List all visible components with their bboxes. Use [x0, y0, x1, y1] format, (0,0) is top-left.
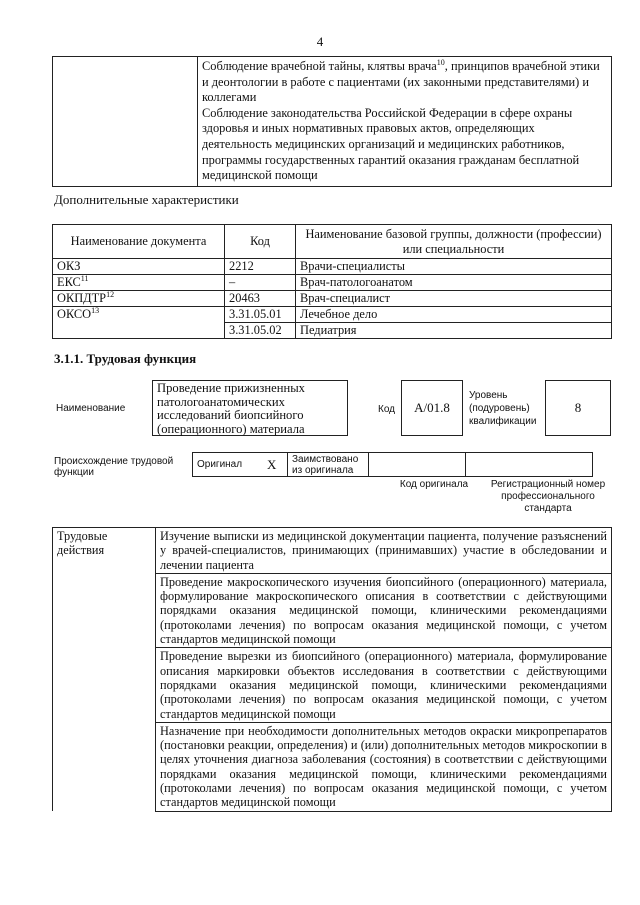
borrowed-label: Заимствовано из оригинала — [288, 453, 369, 477]
function-code-value: A/01.8 — [401, 380, 463, 436]
cell-doc: ОКСО$^{13}$ — [53, 307, 225, 339]
function-code-label: Код — [378, 404, 396, 415]
top-table-empty-cell — [53, 57, 198, 187]
cell-code: 3.31.05.02 — [225, 323, 296, 339]
function-name-value: Проведение прижизненных патологоанатомических исследований биопсийного (операционного) материала — [152, 380, 348, 436]
reg-number-caption: Регистрационный номер профессионального стандарта — [490, 479, 606, 514]
action-item: Назначение при необходимости дополнительных методов окраски микропрепаратов (постановки реакции, определения) и (или) дополнительных методов микроскопии в целях уточнения диагноза заболевания (состояния) в соответствии с действующими порядками оказания медицинской помощи, клиническими рекомендациями (протоколами лечения) по вопросам оказания медицинской помощи, с учетом стандартов медицинской помощи — [156, 722, 612, 811]
table-row — [53, 307, 612, 323]
qualification-level-value: 8 — [545, 380, 611, 436]
cell-name: Врач-специалист — [296, 291, 612, 307]
header-name: Наименование базовой группы, должности (профессии) или специальности — [296, 225, 612, 259]
section-heading: 3.1.1. Трудовая функция — [54, 351, 197, 366]
footnote-ref: 10 — [436, 57, 445, 67]
header-code: Код — [225, 225, 296, 259]
top-paragraph-2: Соблюдение законодательства Российской Федерации в сфере охраны здоровья и иных нормативных правовых актов, определяющих деятельность медицинских организаций и медицинских работников, программы государственных гарантий оказания гражданам бесплатной медицинской помощи — [202, 105, 580, 183]
function-name-label: Наименование — [56, 403, 126, 414]
top-table-content-cell — [198, 57, 612, 187]
origin-table — [192, 452, 593, 477]
reg-number-cell — [466, 453, 593, 477]
top-table — [52, 56, 612, 187]
table-row — [53, 259, 612, 275]
table-row — [53, 291, 612, 307]
cell-name: Лечебное дело — [296, 307, 612, 323]
footnote-ref: 11 — [80, 273, 89, 283]
labor-actions-table — [52, 527, 612, 812]
cell-name: Педиатрия — [296, 323, 612, 339]
top-paragraph-1: Соблюдение врачебной тайны, клятвы врача$^{10}$, принципов врачебной этики и деонтологии в работе с пациентами (их законными представителями) и коллегами — [202, 57, 600, 105]
original-mark: X — [263, 453, 288, 477]
cell-code: – — [225, 275, 296, 291]
cell-doc: ОКПДТР$^{12}$ — [53, 291, 225, 307]
table-row — [53, 528, 612, 574]
characteristics-table — [52, 224, 612, 339]
action-item: Изучение выписки из медицинской документации пациента, получение разъяснений у врачей-специалистов, принимающих (принимавших) участие в обследовании и лечении пациента — [156, 528, 612, 574]
cell-code: 3.31.05.01 — [225, 307, 296, 323]
code-original-caption: Код оригинала — [399, 479, 469, 490]
cell-code: 20463 — [225, 291, 296, 307]
header-doc: Наименование документа — [53, 225, 225, 259]
cell-code: 2212 — [225, 259, 296, 275]
action-item: Проведение вырезки из биопсийного (операционного) материала, формулирование описания маркировки объектов исследования в соответствии с действующими порядками оказания медицинской помощи, клиническими рекомендациями (протоколами лечения) по вопросам оказания медицинской помощи, с учетом стандартов медицинской помощи — [156, 648, 612, 722]
cell-doc: ЕКС$^{11}$ — [53, 275, 225, 291]
original-label: Оригинал — [193, 453, 264, 477]
actions-label: Трудовые действия — [53, 528, 156, 812]
action-item: Проведение макроскопического изучения биопсийного (операционного) материала, формулирование макроскопического описания в соответствии с действующими порядками оказания медицинской помощи, клиническими рекомендациями (протоколами лечения) по вопросам оказания медицинской помощи, с учетом стандартов медицинской помощи — [156, 573, 612, 647]
cell-name: Врач-патологоанатом — [296, 275, 612, 291]
cell-doc: ОКЗ — [53, 259, 225, 275]
page-number: 4 — [316, 34, 324, 49]
table-row — [53, 275, 612, 291]
footnote-ref: 12 — [106, 289, 115, 299]
footnote-ref: 13 — [91, 305, 100, 315]
code-original-cell — [369, 453, 466, 477]
qualification-level-label: Уровень (подуровень) квалификации — [469, 390, 537, 427]
cell-name: Врачи-специалисты — [296, 259, 612, 275]
origin-label: Происхождение трудовой функции — [54, 456, 174, 478]
additional-title: Дополнительные характеристики — [54, 192, 239, 207]
table-header-row — [53, 225, 612, 259]
